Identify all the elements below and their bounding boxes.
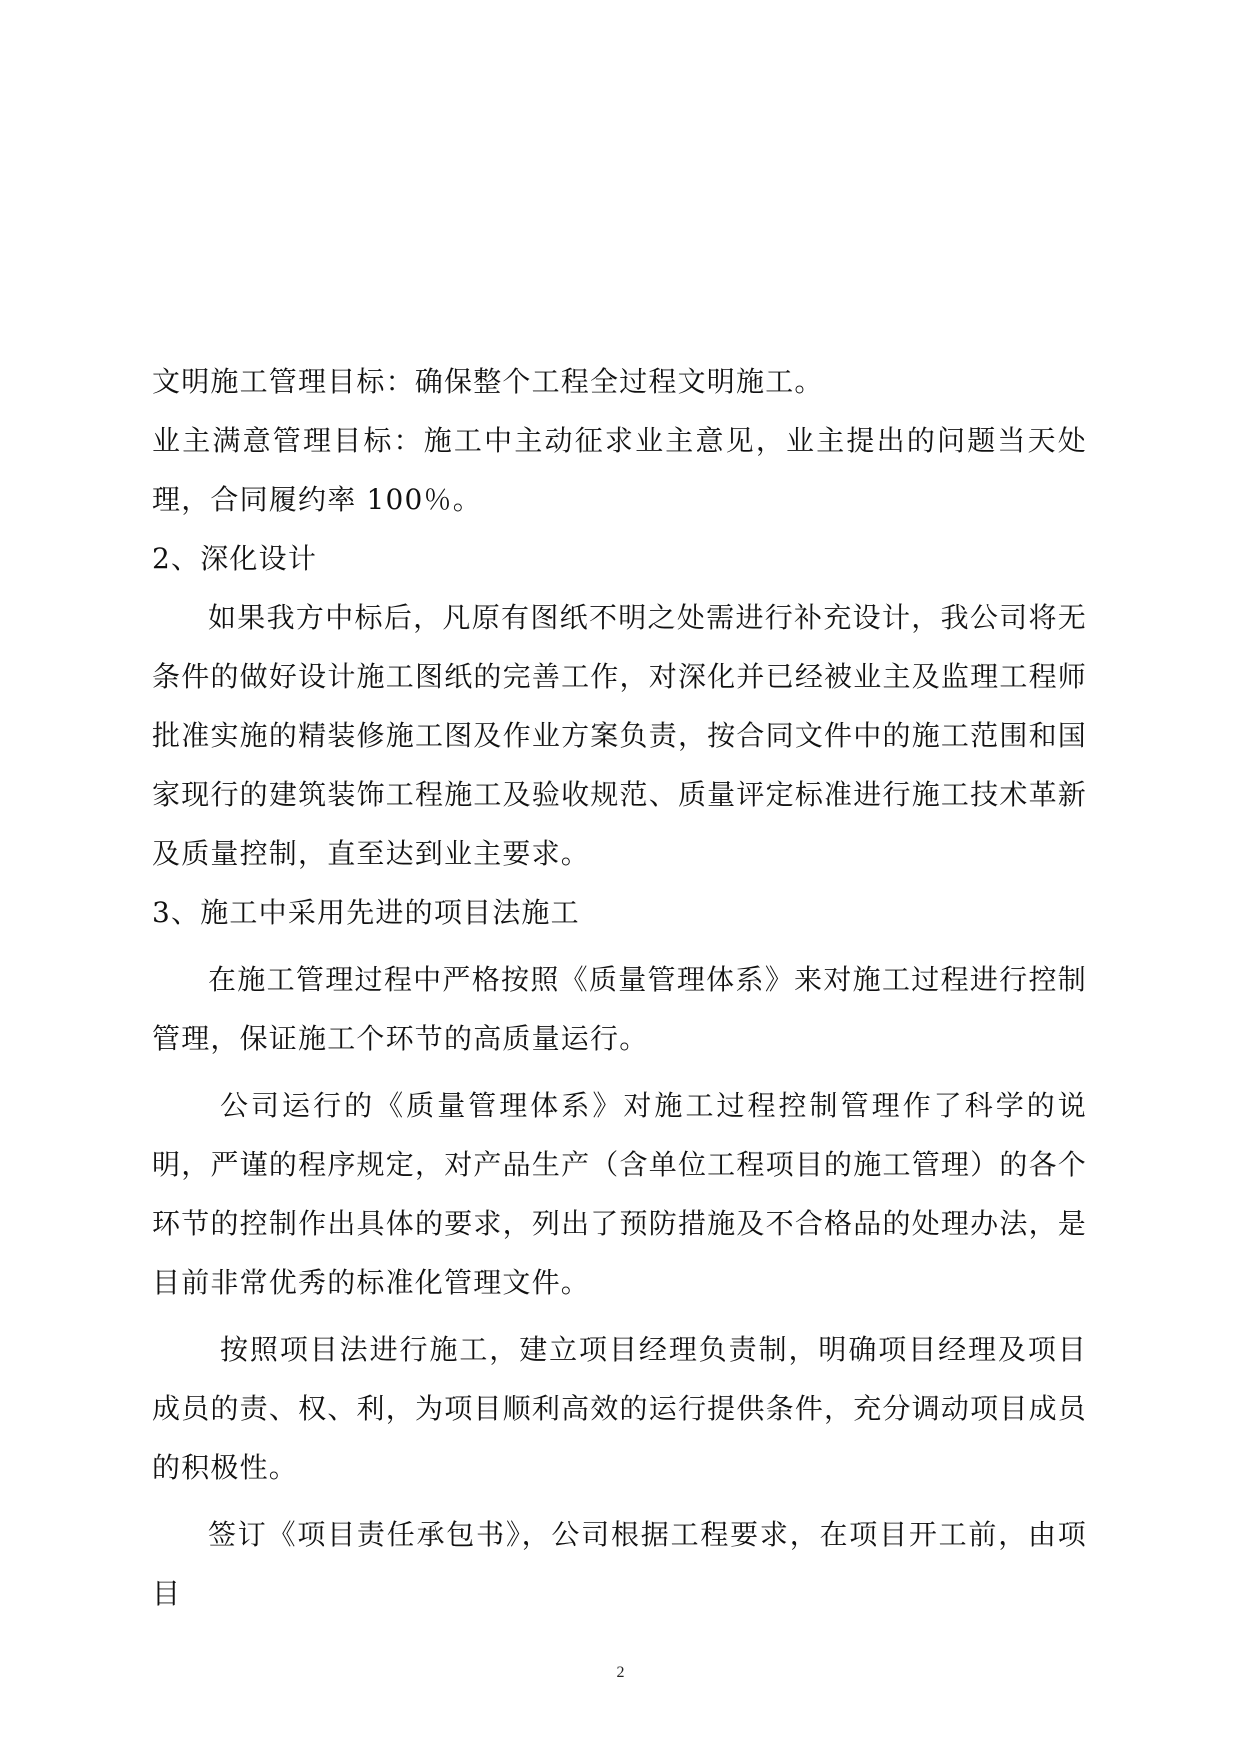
paragraph-responsibility-contract: 签订《项目责任承包书》，公司根据工程要求，在项目开工前，由项目 [152,1518,1087,1610]
page-number: 2 [616,1664,625,1681]
paragraph-civilized-construction-goal: 文明施工管理目标：确保整个工程全过程文明施工。 [152,365,824,398]
paragraph-project-manager-responsibility: 按照项目法进行施工，建立项目经理负责制，明确项目经理及项目成员的责、权、利，为项目顺利高效的运行提供条件，充分调动项目成员的积极性。 [152,1333,1087,1484]
paragraph-deepening-design: 如果我方中标后，凡原有图纸不明之处需进行补充设计，我公司将无条件的做好设计施工图纸的完善工作，对深化并已经被业主及监理工程师批准实施的精装修施工图及作业方案负责，按合同文件中的施工范围和国家现行的建筑装饰工程施工及验收规范、质量评定标准进行施工技术革新及质量控制，直至达到业主要求。 [152,601,1087,870]
paragraph-quality-system-description: 公司运行的《质量管理体系》对施工过程控制管理作了科学的说明，严谨的程序规定，对产品生产（含单位工程项目的施工管理）的各个环节的控制作出具体的要求，列出了预防措施及不合格品的处理办法，是目前非常优秀的标准化管理文件。 [152,1089,1087,1299]
section-heading-project-method: 3、施工中采用先进的项目法施工 [152,896,580,929]
document-body [152,352,1087,1623]
paragraph-quality-system-control: 在施工管理过程中严格按照《质量管理体系》来对施工过程进行控制管理，保证施工个环节的高质量运行。 [152,963,1087,1055]
paragraph-owner-satisfaction-goal: 业主满意管理目标：施工中主动征求业主意见，业主提出的问题当天处理，合同履约率 100％。 [152,424,1087,516]
section-heading-deepening-design: 2、深化设计 [152,542,318,575]
